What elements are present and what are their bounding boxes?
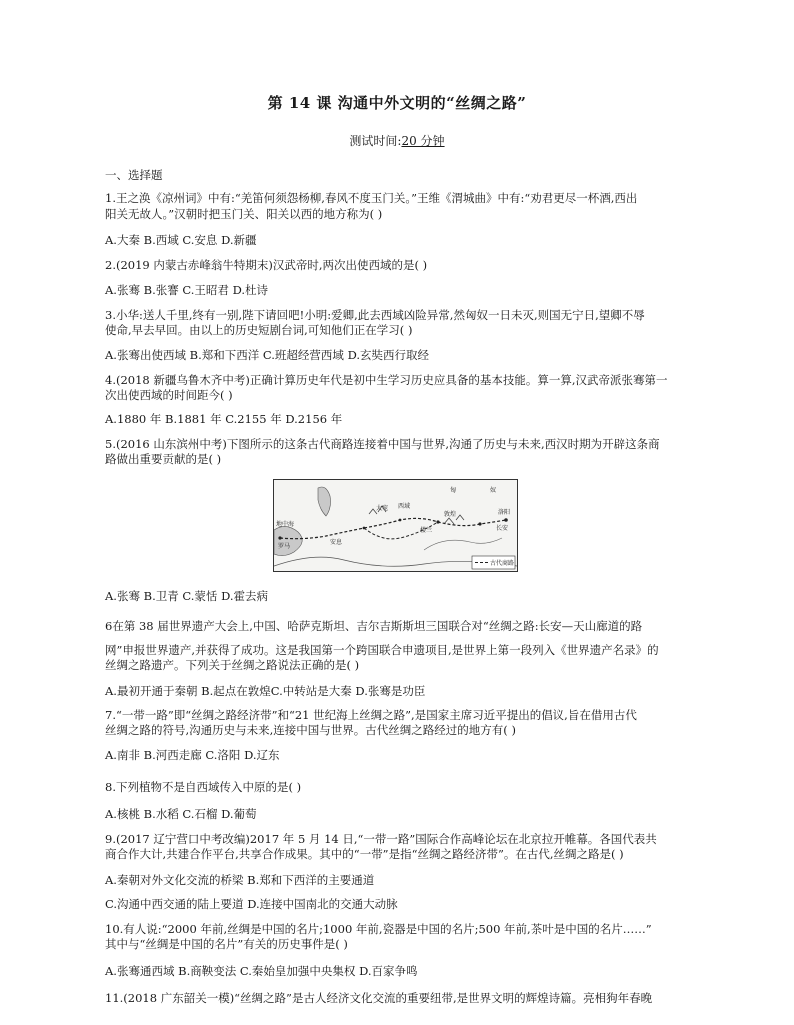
map-route-main [280,518,509,538]
q7-options: A.南非 B.河西走廊 C.洛阳 D.辽东 [105,748,280,762]
map-caspian [318,487,331,516]
map-label-xiyu: 西域 [398,503,411,510]
q8-stem: 8.下列植物不是自西域传入中原的是( ) [105,780,302,794]
silk-road-map [273,479,518,572]
q5-stem-line-2: 路做出重要贡献的是( ) [105,452,222,466]
map-sea-west [274,526,302,555]
map-legend [472,556,515,569]
q9-stem-line-1: 9.(2017 辽宁营口中考改编)2017 年 5 月 14 日,“一带一路”国际合作高峰论坛在北京拉开帷幕。各国代表共 [105,832,657,846]
q9-stem-line-2: 商合作大计,共建合作平台,共享合作成果。其中的“一带”是指“丝绸之路经济带”。在古代,丝绸之路是( ) [105,847,624,861]
q7-stem-line-1: 7.“一带一路”即“丝绸之路经济带”和“21 世纪海上丝绸之路”,是国家主席习近平提出的倡议,旨在借用古代 [105,708,637,722]
q9-options-cd: C.沟通中西交通的陆上要道 D.连接中国南北的交通大动脉 [105,897,398,911]
q9-options-ab: A.秦朝对外文化交流的桥梁 B.郑和下西洋的主要通道 [105,873,375,887]
q6-options: A.最初开通于秦朝 B.起点在敦煌C.中转站是大秦 D.张骞是功臣 [105,684,426,698]
q1-options: A.大秦 B.西域 C.安息 D.新疆 [105,233,257,247]
map-legend-label: 古代商路 [490,560,515,567]
q5-options: A.张骞 B.卫青 C.蒙恬 D.霍去病 [105,589,269,603]
q2-options: A.张骞 B.张謇 C.王昭君 D.杜诗 [105,283,269,297]
q1-stem-line-2: 阳关无故人。”汉朝时把玉门关、阳关以西的地方称为( ) [105,207,383,221]
q2-stem: 2.(2019 内蒙古赤峰翁牛特期末)汉武帝时,两次出使西域的是( ) [105,258,428,272]
q4-options: A.1880 年 B.1881 年 C.2155 年 D.2156 年 [105,412,343,426]
q11-stem-line-1: 11.(2018 广东韶关一模)“丝绸之路”是古人经济文化交流的重要纽带,是世界文明的辉煌诗篇。亮相狗年春晚 [105,991,653,1005]
q8-options: A.核桃 B.水稻 C.石榴 D.葡萄 [105,807,257,821]
page-title: 第 14 课 沟通中外文明的“丝绸之路” [267,94,527,112]
q4-stem-line-2: 次出使西域的时间距今( ) [105,388,233,402]
q6-stem-line-2: 网”申报世界遗产,并获得了成功。这是我国第一个跨国联合申遗项目,是世界上第一段列入《世界遗产名录》的 [105,643,659,657]
q6-stem-line-1: 6在第 38 届世界遗产大会上,中国、哈萨克斯坦、吉尔吉斯斯坦三国联合对“丝绸之路:长安—天山廊道的路 [105,619,643,633]
map-label-dayuan: 大宛 [376,505,389,512]
map-label-anxi: 安息 [330,539,343,546]
q10-stem-line-1: 10.有人说:“2000 年前,丝绸是中国的名片;1000 年前,瓷器是中国的名片;500 年前,茶叶是中国的名片……” [105,922,652,936]
map-label-luoyang: 洛阳 [498,509,511,516]
map-label-rome: 罗马 [278,543,291,550]
q3-stem-line-1: 3.小华:送人千里,终有一别,陛下请回吧!小明:爱卿,此去西域凶险异常,然匈奴一日未灭,则国无宁日,望卿不辱 [105,308,645,322]
q7-stem-line-2: 丝绸之路的符号,沟通历史与未来,连接中国与世界。古代丝绸之路经过的地方有( ) [105,723,516,737]
test-time-label: 测试时间: [349,134,402,148]
map-label-dunhuang: 敦煌 [444,511,457,518]
q10-stem-line-2: 其中与“丝绸是中国的名片”有关的历史事件是( ) [105,937,348,951]
q1-stem-line-1: 1.王之涣《凉州词》中有:“羌笛何须怨杨柳,春风不度玉门关。”王维《渭城曲》中有:“劝君更尽一杯酒,西出 [105,191,638,205]
map-label-loulan: 楼兰 [420,527,433,534]
map-river [424,538,502,550]
q5-stem-line-1: 5.(2016 山东滨州中考)下图所示的这条古代商路连接着中国与世界,沟通了历史与未来,西汉时期为开辟这条商 [105,437,660,451]
section-heading: 一、选择题 [105,168,163,182]
q6-stem-line-3: 丝绸之路遗产。下列关于丝绸之路说法正确的是( ) [105,658,360,672]
map-label-mediterranean: 地中海 [276,521,295,528]
test-time-value: 20 分钟 [401,134,445,148]
q4-stem-line-1: 4.(2018 新疆乌鲁木齐中考)正确计算历史年代是初中生学习历史应具备的基本技能。算一算,汉武帝派张骞第一 [105,373,668,387]
q3-options: A.张骞出使西域 B.郑和下西洋 C.班超经营西域 D.玄奘西行取经 [105,348,430,362]
q10-options: A.张骞通西域 B.商鞅变法 C.秦始皇加强中央集权 D.百家争鸣 [105,964,418,978]
q3-stem-line-2: 使命,早去早回。由以上的历史短剧台词,可知他们正在学习( ) [105,323,413,337]
test-time [0,132,794,149]
map-label-changan: 长安 [496,525,509,532]
map-label-xiong: 匈 [450,487,457,494]
map-label-nu: 奴 [490,487,497,494]
